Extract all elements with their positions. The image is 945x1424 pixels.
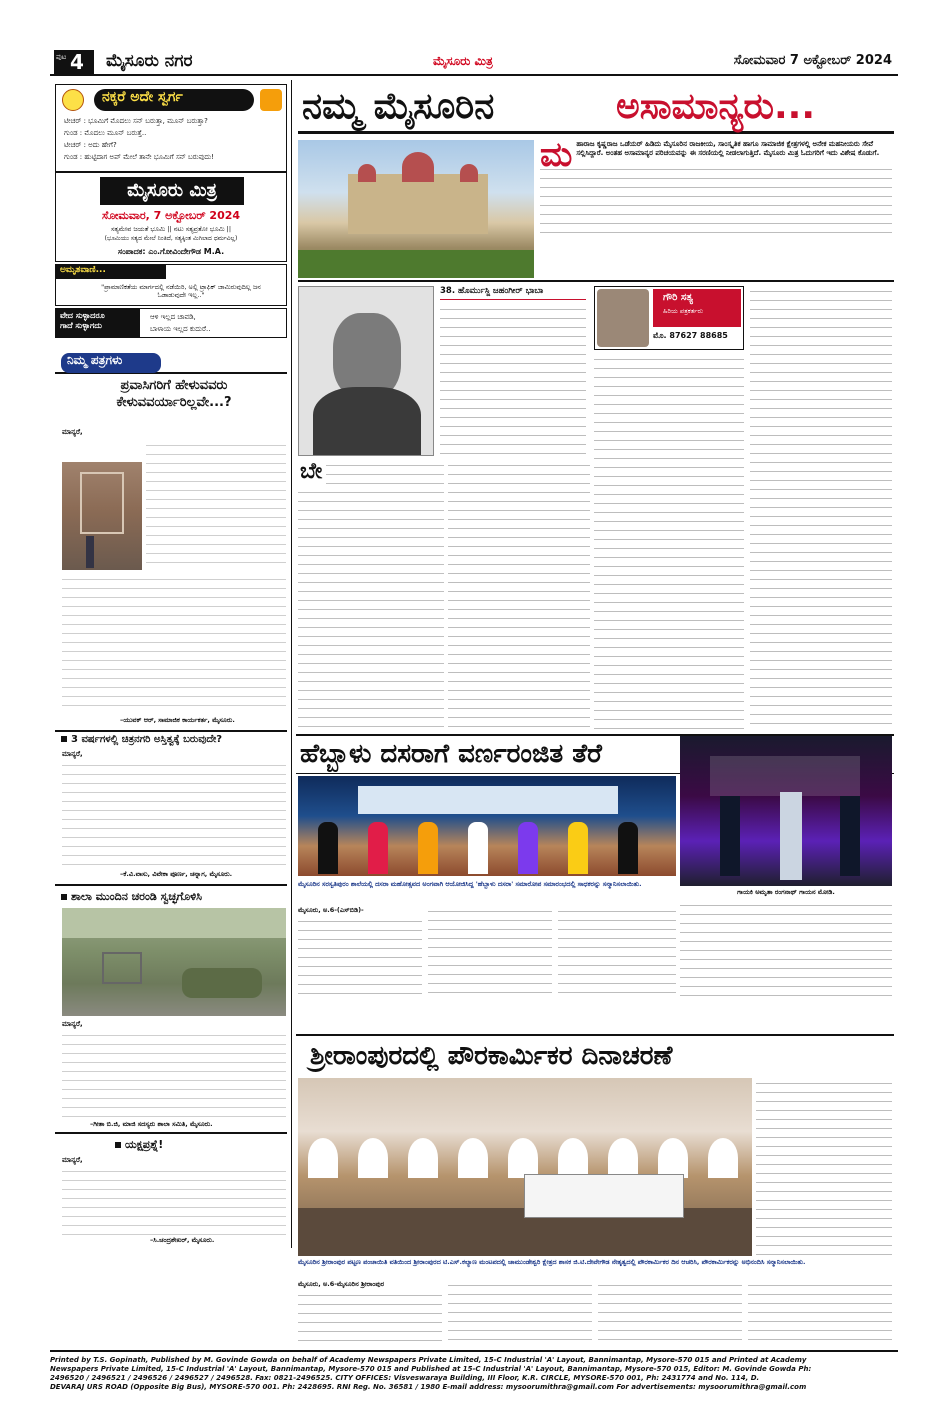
letter-headline: ಪ್ರವಾಸಿಗರಿಗೆ ಹೇಳುವವರು ಕೇಳುವವರ್ಯಾರಿಲ್ಲವೇ...? [116, 378, 232, 410]
dasara-column [558, 906, 676, 1000]
dasara-headline-text: ಹೆಬ್ಬಾಳು ದಸರಾಗೆ ವರ್ಣರಂಜಿತ ತೆರೆ [300, 739, 602, 769]
joke-line: ಟೀಚರ್ : ಭೂಮಿಗೆ ಮೊದಲು ಸನ್ ಬರುತ್ತಾ, ಮೂನ್ ಬರುತ್ತಾ? [64, 117, 208, 125]
joke-box [55, 84, 287, 172]
footer-line: Printed by T.S. Gopinath, Published by M. Govinde Gowda on behalf of Academy Newspapers Private Limited, 15-C Industrial 'A' Layout, Bannimantap, Mysore-570 015 and Printed at Academy [50, 1356, 807, 1364]
amrutavani-box [55, 264, 287, 306]
dasara-column [680, 900, 892, 1000]
srirampura-photo [298, 1078, 752, 1256]
cartoon-icon [260, 89, 282, 111]
amrutavani-title: ಅಮೃತವಾಣಿ... [56, 265, 166, 279]
portrait-photo [298, 286, 434, 456]
srirampura-column [448, 1280, 592, 1346]
footer-line: DEVARAJ URS ROAD (Opposite Big Bus), MYSORE-570 001. Ph: 2428695. RNI Reg. No. 36581 / 1980 E-mail address: mysoorumithra@gmail.com For advertisements: mysoorumithra@gmail.com [50, 1382, 807, 1391]
veda-title-line2: ಗಾದೆ ಸುಳ್ಳಾಗದು [60, 321, 102, 331]
letter-headline-text: ಯಕ್ಷಪ್ರಶ್ನೆ! [125, 1138, 164, 1151]
footer-imprint [50, 1350, 898, 1412]
letter-headline [55, 730, 287, 746]
feature-headline-part2: ಅಸಾಮಾನ್ಯರು... [616, 86, 815, 127]
srirampura-caption: ಮೈಸೂರಿನ ಶ್ರೀರಾಂಪುರ ಪಟ್ಟಣ ಪಂಚಾಯಿತಿ ವತಿಯಿಂದ ಶ್ರೀರಾಂಪುರದ ಟಿ.ಎಸ್.ಕಲ್ಯಾಣ ಮಂಟಪದಲ್ಲಿ ಚಾಮುಂಡೇಶ್ವರಿ ಕ್ಷೇತ್ರದ ಶಾಸಕ ಜಿ.ಟಿ.ದೇವೇಗೌಡ ನೇತೃತ್ವದಲ್ಲಿ ಪೌರಕಾರ್ಮಿಕರ ದಿನ ಆಚರಿಸಿ, ಪೌರಕಾರ್ಮಿಕರನ್ನು ಅಭಿನಂದಿಸಿ ಸನ್ಮಾನಿಸಲಾಯಿತು. [298, 1258, 806, 1266]
feature-rule [298, 280, 894, 282]
letter-body [62, 1166, 286, 1236]
page-number: 4 [70, 50, 84, 74]
masthead-motto: ಸತ್ಯಮೇವ ಜಯತೆ ಭೂಮಿ || ನಟು ಸತ್ಯವ್ರತೋ ಭೂಮಿ || [110, 225, 232, 233]
srirampura-column [298, 1290, 442, 1346]
article-column [750, 286, 892, 730]
article-title [440, 286, 586, 300]
letter-headline-text: ಶಾಲಾ ಮುಂದಿನ ಚರಂಡಿ ಸ್ವಚ್ಛಗೊಳಿಸಿ [71, 890, 203, 903]
column-divider [291, 80, 292, 1248]
srirampura-column [598, 1280, 742, 1346]
page-label: ಪುಟ [56, 53, 67, 61]
masthead-box [55, 172, 287, 262]
veda-box [55, 308, 287, 338]
masthead-motto-translation: (ಭೂಮಿಯು ಸತ್ಯದ ಮೇಲೆ ನಿಂತಿದೆ, ಸತ್ಯಕ್ಕಿಂತ ಮಿಗಿಲಾದ ಧರ್ಮವಿಲ್ಲ) [104, 235, 238, 242]
amrutavani-quote: "ಪ್ರಾಮಾಣಿಕತೆಯ ಮಾರ್ಗದಲ್ಲಿ ನಡೆಯಿರಿ, ಅಲ್ಲಿ ಟ್ರಾಫಿಕ್ ಜಾಮಿರುವುದಿಲ್ಲ ಜನ ಓಡಾಡುವುದೇ ಇಲ್ಲ.." [101, 283, 261, 300]
srirampura-column [748, 1280, 892, 1346]
letter-byline: –ಯುವಕ್ ಆರ್, ಸಾಮಾಜಿಕ ಕಾರ್ಯಕರ್ತ, ಮೈಸೂರು. [120, 716, 235, 724]
letter-headline [55, 884, 287, 904]
issue-date: ಸೋಮವಾರ 7 ಅಕ್ಟೋಬರ್ 2024 [733, 53, 892, 68]
srirampura-column [756, 1078, 892, 1256]
joke-line: ಟೀಚರ್ : ಅದು ಹೇಗೆ? [64, 141, 117, 149]
palace-photo [298, 140, 534, 278]
letter-salutation: ಮಾನ್ಯರೆ, [62, 750, 83, 758]
article-column [448, 460, 590, 730]
letters-section-title [55, 352, 287, 374]
footer-line: Newspapers Private Limited, 15-C Industrial 'A' Layout, Bannimantap, Mysore-570 015 and Published at 15-C Industrial 'A' Layout, Bannimantap, Mysore-570 015, Editor: M. Govinde Gowda Ph: [50, 1364, 812, 1373]
author-photo [597, 289, 649, 347]
author-name-bg [653, 289, 741, 327]
page-header [50, 48, 898, 76]
letter-body [62, 574, 286, 714]
letter-body [146, 440, 286, 570]
intro-text: ಹಾರಾಜ ಕೃಷ್ಣರಾಜ ಒಡೆಯರ್ ಹಿಡಿದು ಮೈಸೂರಿನ ರಾಜಕೀಯ, ಸಾಂಸ್ಕೃತಿಕ ಹಾಗೂ ಸಾಮಾಜಿಕ ಕ್ಷೇತ್ರಗಳಲ್ಲಿ ಅನೇಕ ಮಹನೀಯರು ಸೇವೆ ಸಲ್ಲಿಸಿದ್ದಾರೆ. ಅಂತಹ ಅಸಾಮಾನ್ಯರ ಪರಿಚಯವನ್ನು ಈ ಸರಣಿಯಲ್ಲಿ ನೀಡಲಾಗುತ್ತಿದೆ. ಮೈಸೂರು ಮಿತ್ರ ಓದುಗರಿಗೆ ಇದು ವಿಶೇಷ ಕೊಡುಗೆ. [576, 140, 880, 157]
veda-line1: ಆಳಿ ಇಲ್ಲದ ಚಾವಡಿ, [150, 313, 196, 321]
article-column [440, 304, 586, 454]
dasara-first-line: ಮೈಸೂರು, ಅ.6-(ಎಸ್‌ಬಿಡಿ)- [298, 906, 364, 914]
srirampura-headline [296, 1034, 894, 1076]
feature-headline-part1: ನಮ್ಮ ಮೈಸೂರಿನ [302, 86, 495, 127]
article-column [594, 354, 744, 730]
srirampura-headline-text: ಶ್ರೀರಾಂಪುರದಲ್ಲಿ ಪೌರಕಾರ್ಮಿಕರ ದಿನಾಚರಣೆ [310, 1041, 673, 1071]
dasara-column [298, 916, 422, 1000]
page-number-badge [54, 50, 94, 74]
masthead-editor: ಸಂಪಾದಕ: ಎಂ.ಗೋವಿಂದೇಗೌಡ M.A. [117, 247, 225, 256]
srirampura-first-line: ಮೈಸೂರು, ಅ.6-ಮೈಸೂರಿನ ಶ್ರೀರಾಂಪುರ [298, 1280, 385, 1288]
dasara-photo-stage [298, 776, 676, 876]
veda-title-line1: ವೇದ ಸುಳ್ಳಾದರೂ [60, 311, 105, 320]
veda-line2: ಬಾಳಾಯ ಇಲ್ಲದ ಕುದುರೆ.. [150, 325, 211, 333]
article-title-text: 38. ಹೊರ್ಮುಸ್ಜಿ ಜಹಂಗೀರ್ ಭಾಬಾ [440, 286, 544, 296]
article-dropcap: ಬೇ [300, 459, 323, 484]
joke-line: ಗುಂಡ : ಮೊದಲು ಮೂನ್ ಬರುತ್ತೆ.. [64, 129, 147, 137]
letter-salutation: ಮಾನ್ಯರೆ, [62, 1156, 83, 1164]
article-dropcap-wrap [298, 460, 444, 730]
author-role: ಹಿರಿಯ ಪತ್ರಕರ್ತರು [663, 306, 704, 315]
intro-dropcap: ಮ [540, 140, 573, 175]
letter-salutation: ಮಾನ್ಯರೆ, [62, 1020, 83, 1028]
footer-line: 2496520 / 2496521 / 2496526 / 2496527 / 2496528. Fax: 0821-2496525. CITY OFFICES: Visveswaraya Building, III Floor, K.R. CIRCLE, MYSORE-570 001, Ph: 2431774 and No. 114, D. [50, 1373, 760, 1382]
author-phone: ಮೊ. 87627 88685 [653, 331, 728, 340]
masthead-logo: ಮೈಸೂರು ಮಿತ್ರ [100, 177, 244, 205]
section-title: ಮೈಸೂರು ನಗರ [106, 51, 193, 71]
letter-body [62, 1030, 286, 1118]
joke-line: ಗುಂಡ : ಹುಟ್ಟಿದಾಗ ಅಪ್ ಮೇಲೆ ತಾನೇ ಭೂಮಿಗೆ ಸನ್ ಬರುವುದು! [64, 153, 214, 161]
author-box [594, 286, 744, 350]
laughing-face-icon [62, 89, 84, 111]
letter-headline-text: 3 ವರ್ಷಗಳಲ್ಲಿ ಚಿತ್ರನಗರಿ ಅಸ್ತಿತ್ವಕ್ಕೆ ಬರುವುದೇ? [71, 734, 222, 745]
veda-title [56, 309, 140, 337]
letters-title: ನಿಮ್ಮ ಪತ್ರಗಳು [61, 353, 161, 373]
letter-photo-building [62, 462, 142, 570]
dasara-photo-singer [680, 736, 892, 886]
letter-body [62, 760, 286, 868]
feature-headline [298, 84, 894, 134]
feature-intro [540, 140, 892, 276]
joke-title: ನಕ್ಕರೆ ಅದೇ ಸ್ವರ್ಗ [94, 89, 254, 111]
letter-byline: –ಸಿ.ಚಂದ್ರಶೇಖರ್, ಮೈಸೂರು. [150, 1236, 215, 1244]
letter-salutation: ಮಾನ್ಯರೆ, [62, 428, 83, 436]
letter-byline: –ಗೀತಾ ಬಿ.ಜಿ, ಮಾಜಿ ಸದಸ್ಯರು ಶಾಲಾ ಸಮಿತಿ, ಮೈಸೂರು. [90, 1120, 213, 1128]
letter-byline: –ಕೆ.ವಿ.ವಾಸು, ವಿವೇಕಾ ಪೂರ್ಣ, ಚನ್ನಾಗ, ಮೈಸೂರು. [120, 870, 233, 878]
dasara-photo2-caption: ಗಾಯಕಿ ಅಮೃತಾ ರಂಗನಾಥ್ ಗಾಯನ ಮೋಡಿ. [737, 888, 835, 896]
dasara-column [428, 906, 552, 1000]
dasara-photo1-caption: ಮೈಸೂರಿನ ಸರಸ್ವತಿಪುರಂ ಶಾಲೆಯಲ್ಲಿ ದಸರಾ ಮಹೋತ್ಸವದ ಅಂಗವಾಗಿ ಆಯೋಜಿಸಿದ್ದ 'ಹೆಬ್ಬಾಳು ದಸರಾ' ಸಮಾರೋಪ ಸಮಾರಂಭದಲ್ಲಿ ಸಾಧಕರನ್ನು ಸನ್ಮಾನಿಸಲಾಯಿತು. [298, 880, 642, 888]
letter-photo-drain [62, 908, 286, 1016]
masthead-title: ಮೈಸೂರು ಮಿತ್ರ [433, 54, 493, 68]
letter-headline [55, 1132, 287, 1152]
author-name: ಗೌರಿ ಸತ್ಯ [663, 292, 693, 303]
masthead-date: ಸೋಮವಾರ, 7 ಅಕ್ಟೋಬರ್ 2024 [101, 209, 241, 222]
